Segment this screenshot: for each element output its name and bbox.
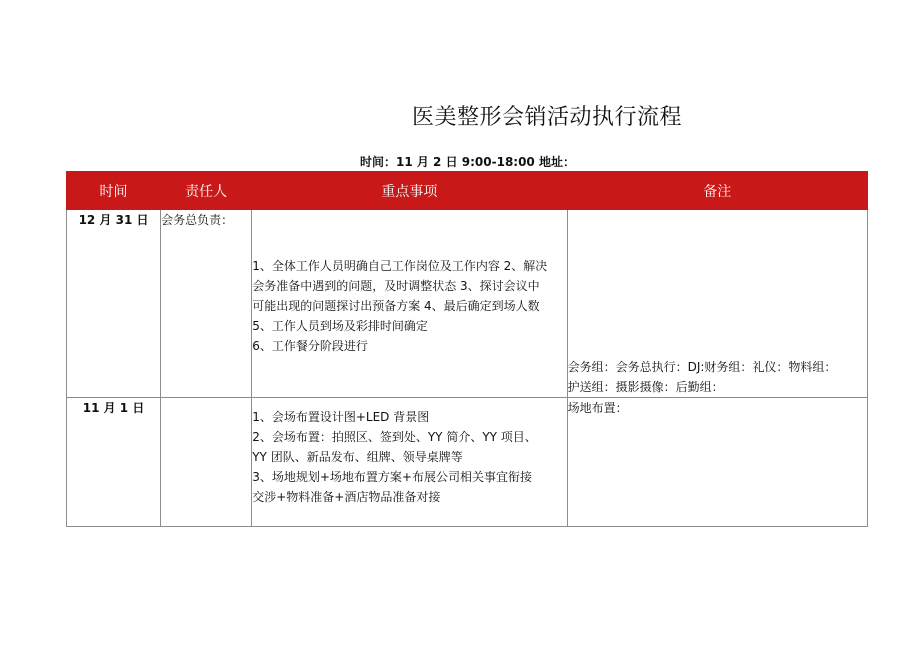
row-owner: 会务总负责：: [161, 210, 252, 398]
row-notes: [567, 210, 867, 398]
key-item-line: 1、会场布置设计图+LED 背景图: [252, 410, 430, 424]
key-item-line: 会务准备中遇到的问题，及时调整状态 3、探讨会议中: [252, 279, 540, 293]
row-time: 12 月 31 日: [67, 210, 161, 398]
row-key-items: [252, 210, 567, 398]
key-item-line: 2、会场布置：拍照区、签到处、YY 简介、YY 项目、: [252, 430, 537, 444]
key-item-line: 1、全体工作人员明确自己工作岗位及工作内容 2、解决: [252, 259, 548, 273]
table-row: [67, 210, 868, 398]
key-item-line: 交涉+物料准备+酒店物品准备对接: [252, 490, 441, 504]
table-header-row: [67, 172, 868, 210]
header-owner: 责任人: [161, 172, 252, 210]
header-key-items: 重点事项: [252, 172, 567, 210]
header-notes: 备注: [567, 172, 867, 210]
key-item-line: 可能出现的问题探讨出预备方案 4、最后确定到场人数: [252, 299, 540, 313]
note-line: 会务组：会务总执行：DJ:财务组：礼仪：物料组：: [567, 360, 837, 374]
key-item-line: YY 团队、新品发布、组牌、领导桌牌等: [252, 450, 463, 464]
note-line: 护送组：摄影摄像：后勤组：: [567, 380, 724, 394]
key-item-line: 3、场地规划+场地布置方案+布展公司相关事宜衔接: [252, 470, 532, 484]
row-key-items: [252, 398, 567, 527]
key-item-line: 6、工作餐分阶段进行: [252, 339, 368, 353]
row-notes: [567, 398, 867, 527]
note-line: 场地布置：: [567, 401, 628, 415]
row-time: 11 月 1 日: [67, 398, 161, 527]
key-item-line: 5、工作人员到场及彩排时间确定: [252, 319, 428, 333]
header-time: 时间: [67, 172, 161, 210]
table-row: [67, 398, 868, 527]
row-owner: [161, 398, 252, 527]
time-address-line: 时间：11 月 2 日 9:00-18:00 地址：: [360, 155, 575, 169]
schedule-table: [66, 171, 868, 527]
document-title: 医美整形会销活动执行流程: [412, 105, 683, 130]
